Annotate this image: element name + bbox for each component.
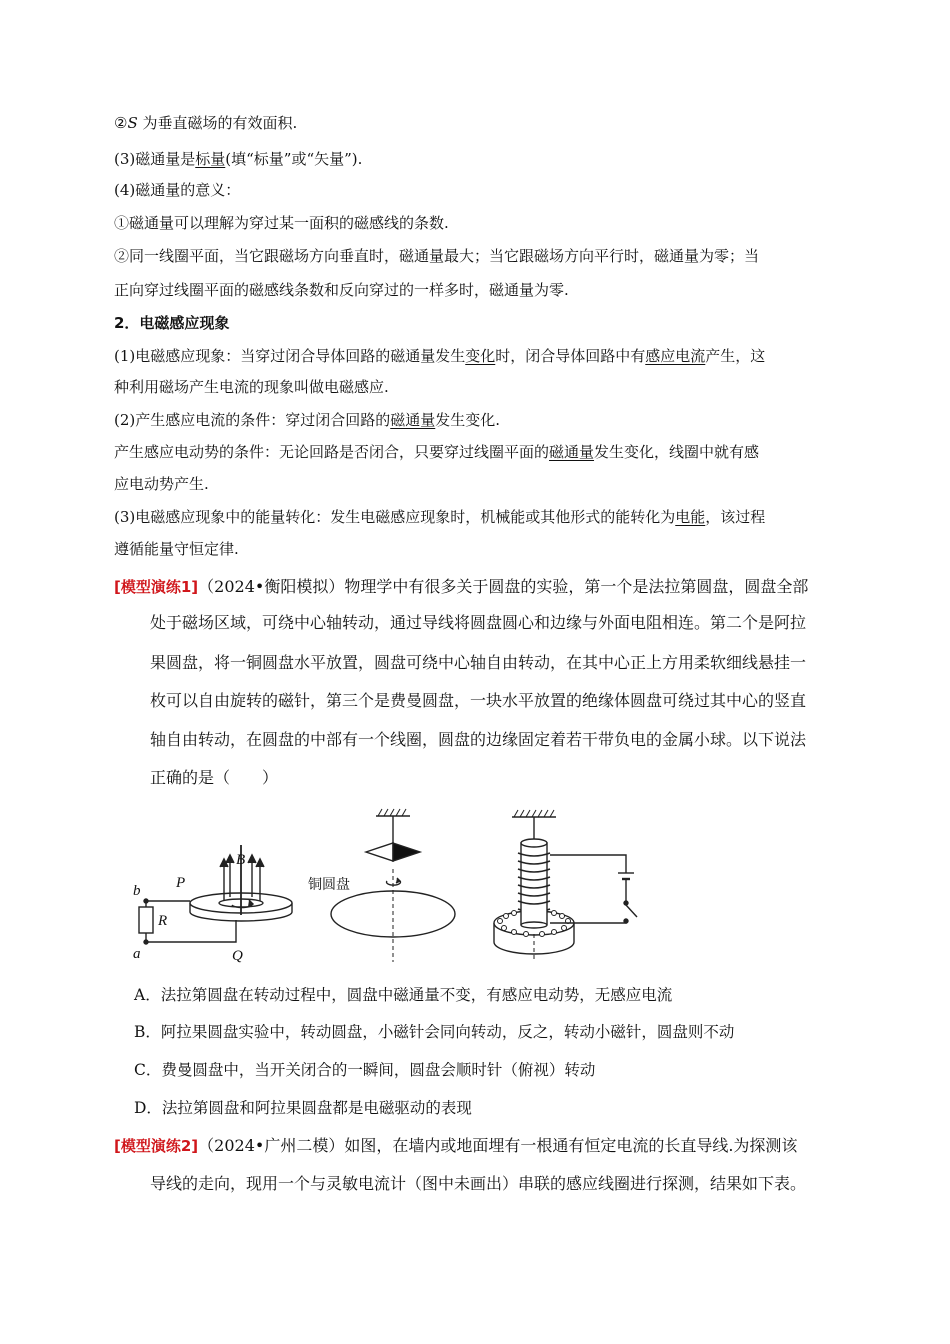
example1-first-line: [模型演练1]（2024•衡阳模拟）物理学中有很多关于圆盘的实验，第一个是法拉第圆盘，圆盘全部	[114, 577, 809, 596]
text-line-2: (3)磁通量是标量(填“标量”或“矢量”).	[114, 150, 363, 168]
example2-tag: [模型演练2]	[114, 1137, 199, 1155]
option-b: B．阿拉果圆盘实验中，转动圆盘，小磁针会同向转动，反之，转动小磁针，圆盘则不动	[134, 1023, 735, 1041]
option-d: D．法拉第圆盘和阿拉果圆盘都是电磁驱动的表现	[134, 1099, 472, 1117]
label-a: a	[133, 946, 141, 962]
text-line-11: 产生感应电动势的条件：无论回路是否闭合，只要穿过线圈平面的磁通量发生变化，线圈中就有感	[114, 443, 760, 461]
text-line-6: 正向穿过线圈平面的磁感线条数和反向穿过的一样多时，磁通量为零.	[114, 281, 569, 299]
example1-line-2: 处于磁场区域，可绕中心轴转动，通过导线将圆盘圆心和边缘与外面电阻相连。第二个是阿拉	[150, 613, 807, 632]
example1-line-5: 轴自由转动，在圆盘的中部有一个线圈，圆盘的边缘固定着若干带负电的金属小球。以下说法	[150, 730, 807, 749]
experiment-figure	[128, 797, 658, 967]
text-line-14: 遵循能量守恒定律.	[114, 540, 239, 558]
text-line-9: 种利用磁场产生电流的现象叫做电磁感应.	[114, 378, 389, 396]
example1-line-3: 果圆盘，将一铜圆盘水平放置，圆盘可绕中心轴自由转动，在其中心正上方用柔软细线悬挂一	[150, 653, 807, 672]
label-Q: Q	[232, 948, 243, 964]
label-R: R	[158, 913, 168, 929]
example1-line-4: 枚可以自由旋转的磁针，第三个是费曼圆盘，一块水平放置的绝缘体圆盘可绕过其中心的竖直	[150, 691, 807, 710]
example2-first-line: [模型演练2]（2024•广州二模）如图，在墙内或地面埋有一根通有恒定电流的长直导线.为探测该	[114, 1136, 798, 1155]
label-B: B	[236, 852, 246, 868]
text-line-12: 应电动势产生.	[114, 475, 209, 493]
text-line-5: ②同一线圈平面，当它跟磁场方向垂直时，磁通量最大；当它跟磁场方向平行时，磁通量为零；当	[114, 247, 760, 265]
example2-line-2: 导线的走向，现用一个与灵敏电流计（图中未画出）串联的感应线圈进行探测，结果如下表。	[150, 1174, 807, 1193]
feynman-disk	[494, 810, 637, 962]
text-line-4: ①磁通量可以理解为穿过某一面积的磁感线的条数.	[114, 214, 449, 232]
text-line-13: (3)电磁感应现象中的能量转化：发生电磁感应现象时，机械能或其他形式的能转化为电能，该过程	[114, 508, 766, 526]
text-line-3: (4)磁通量的意义：	[114, 181, 241, 199]
section-heading: 2．电磁感应现象	[114, 314, 230, 332]
text-line-8: (1)电磁感应现象：当穿过闭合导体回路的磁通量发生变化时，闭合导体回路中有感应电流产生，这	[114, 347, 766, 365]
text-line-1: ②S 为垂直磁场的有效面积.	[114, 114, 298, 132]
option-c: C．费曼圆盘中，当开关闭合的一瞬间，圆盘会顺时针（俯视）转动	[134, 1061, 596, 1079]
example1-tag: [模型演练1]	[114, 578, 199, 596]
label-copper-disk: 铜圆盘	[308, 878, 350, 893]
faraday-disk	[139, 845, 292, 944]
example1-line-6: 正确的是（ ）	[150, 768, 279, 787]
label-b: b	[133, 883, 141, 899]
text-line-10: (2)产生感应电流的条件：穿过闭合回路的磁通量发生变化.	[114, 411, 501, 429]
label-P: P	[176, 875, 186, 891]
option-a: A．法拉第圆盘在转动过程中，圆盘中磁通量不变，有感应电动势，无感应电流	[134, 986, 673, 1004]
